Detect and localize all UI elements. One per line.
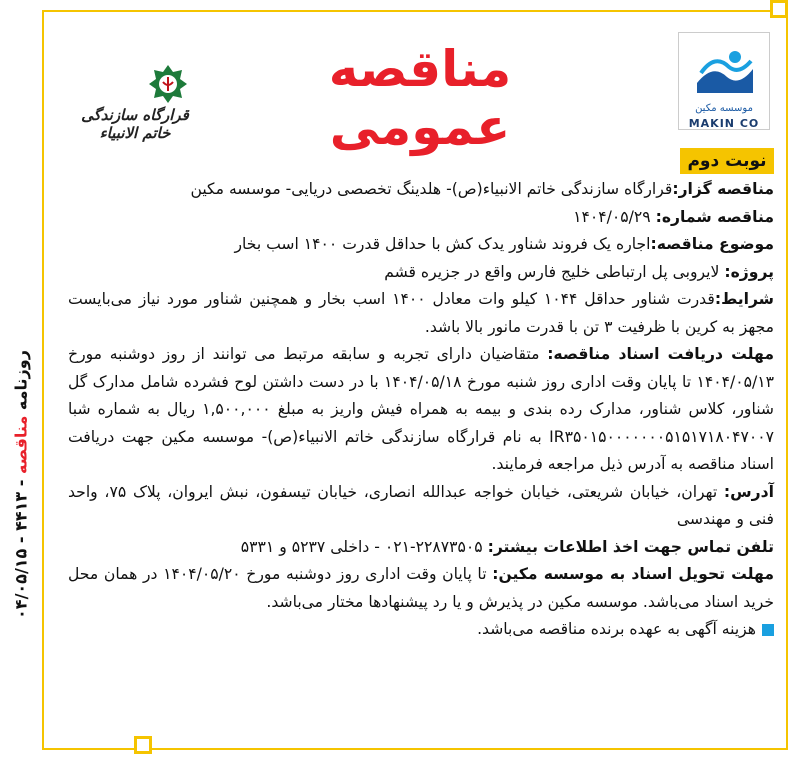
- tender-number-value: ۱۴۰۴/۰۵/۲۹: [573, 207, 651, 226]
- docs-deadline-label: مهلت دریافت اسناد مناقصه:: [547, 345, 774, 363]
- khatam-logo-text: قرارگاه سازندگی خاتم الانبیاء: [81, 106, 189, 142]
- newspaper-stamp-text: [12, 325, 31, 645]
- makin-logo-fa-text: موسسه مکین: [695, 103, 753, 114]
- newspaper-name: مناقصه: [11, 415, 31, 475]
- makin-logo: [678, 32, 770, 130]
- tender-number-label: مناقصه شماره:: [655, 207, 774, 226]
- address-line: [68, 479, 774, 534]
- newspaper-stamp: [6, 330, 36, 650]
- tenderer-line: [68, 176, 774, 204]
- subject-line: [68, 231, 774, 259]
- delivery-line: [68, 561, 774, 616]
- docs-deadline-line: [68, 341, 774, 479]
- tender-number-line: [68, 204, 774, 232]
- frame-corner-bottom-left: [134, 736, 152, 754]
- conditions-label: شرایط:: [714, 290, 774, 308]
- round-badge: نوبت دوم: [680, 148, 774, 174]
- subject-label: موضوع مناقصه:: [650, 235, 774, 253]
- address-label: آدرس:: [723, 482, 774, 501]
- emblem-icon: [148, 64, 188, 104]
- docs-deadline-value: متقاضیان دارای تجربه و سابقه مرتبط می توانند از روز دوشنبه مورخ ۱۴۰۴/۰۵/۱۳ تا پایان وقت اداری روز شنبه مورخ ۱۴۰۴/۰۵/۱۸ با در دست داشتن لوح فشرده شامل مدارک گل شناور، کلاس شناور، مدارک رده بندی و بیمه به همراه فیش واریز به مبلغ ۱,۵۰۰,۰۰۰ ریال به شماره شبا IR۳۵۰۱۵۰۰۰۰۰۰۰۵۱۵۱۷۱۸۰۴۷۰۰۷ به نام قرارگاه سازندگی خاتم الانبیاء(ص)- موسسه مکین جهت دریافت اسناد مناقصه به آدرس ذیل مراجعه فرمایند.: [68, 345, 774, 473]
- ad-body: [68, 176, 774, 644]
- page-title: مناقصه عمومی: [328, 40, 512, 156]
- conditions-value: قدرت شناور حداقل ۱۰۴۴ کیلو وات معادل ۱۴۰۰ اسب بخار و همچنین شناور مورد نیاز می‌بایست مجهز به کرین با ظرفیت ۳ تن با قدرت مانور بالا باشد.: [68, 290, 774, 336]
- newspaper-prefix: روزنامه: [11, 350, 31, 411]
- phone-value: ۲۲۸۷۳۵۰۵-۰۲۱ - داخلی ۵۲۳۷ و ۵۳۳۱: [240, 537, 483, 556]
- delivery-label: مهلت تحویل اسناد به موسسه مکین:: [492, 565, 774, 583]
- subject-value: اجاره یک فروند شناور یدک کش با حداقل قدرت ۱۴۰۰ اسب بخار: [234, 235, 651, 253]
- project-label: پروژه:: [724, 262, 774, 281]
- issue-date: - ۴۴۱۳ - ۰۴/۰۵/۱۵: [11, 479, 31, 619]
- address-value: تهران، خیابان شریعتی، خیابان خواجه عبدالله انصاری، خیابان تیسفون، نبش ایروان، پلاک ۷۵، واحد فنی و مهندسی: [68, 482, 774, 528]
- wave-logo-icon: [693, 43, 757, 97]
- project-line: [68, 259, 774, 287]
- khatam-logo: [70, 30, 200, 140]
- note-line: [68, 616, 774, 644]
- conditions-line: [68, 286, 774, 341]
- square-bullet-icon: [762, 624, 774, 636]
- phone-line: [68, 534, 774, 562]
- delivery-value: تا پایان وقت اداری روز دوشنبه مورخ ۱۴۰۴/۰۵/۲۰ در همان محل خرید اسناد می‌باشد. موسسه مکین در پذیرش و یا رد پیشنهادها مختار می‌باشد.: [68, 565, 774, 611]
- phone-label: تلفن تماس جهت اخذ اطلاعات بیشتر:: [487, 537, 774, 556]
- note-text: هزینه آگهی به عهده برنده مناقصه می‌باشد.: [477, 620, 756, 638]
- frame-corner-top-right: [770, 0, 788, 18]
- tenderer-label: مناقصه گزار:: [672, 180, 774, 198]
- project-value: لایروبی پل ارتباطی خلیج فارس واقع در جزیره قشم: [384, 262, 720, 281]
- tenderer-value: قرارگاه سازندگی خاتم الانبیاء(ص)- هلدینگ تخصصی دریایی- موسسه مکین: [190, 180, 673, 198]
- makin-logo-en-text: MAKIN CO: [688, 117, 760, 130]
